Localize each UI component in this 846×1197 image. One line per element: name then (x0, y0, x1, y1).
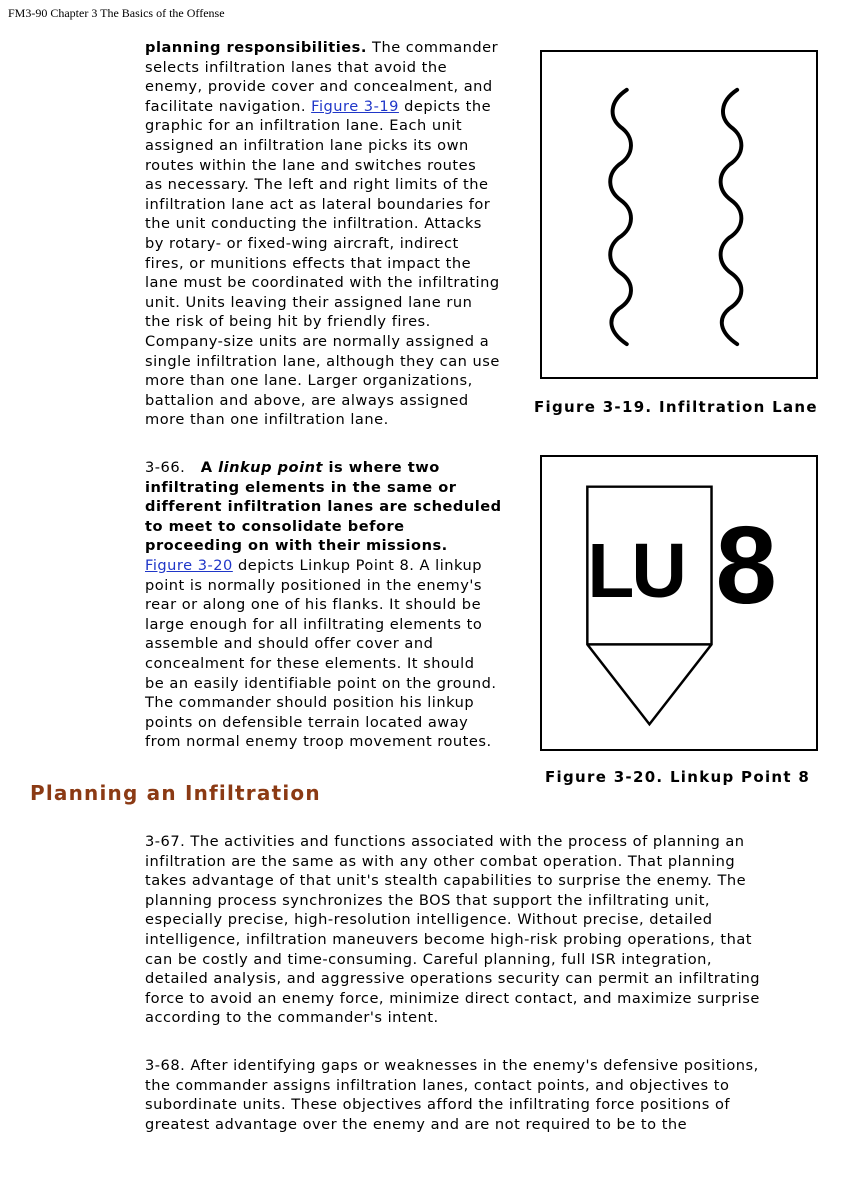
paragraph-number: 3-66. (145, 459, 186, 476)
text-line: rear or along one of his flanks. It should be (145, 596, 482, 614)
text-line: takes advantage of that unit's stealth capabilities to surprise the enemy. The (145, 872, 747, 890)
text-line: the risk of being hit by friendly fires. (145, 313, 431, 331)
text-line (145, 38, 500, 58)
text-line: The commander should position his linkup (145, 694, 475, 712)
figure-3-19-caption: Figure 3-19. Infiltration Lane (534, 398, 818, 416)
bold-text: A (200, 459, 219, 476)
infiltration-lane-graphic (542, 52, 816, 377)
text-line: point is normally positioned in the enemy's (145, 576, 483, 594)
text-line: assigned an infiltration lane picks its own (145, 136, 469, 154)
text-line: 3-68. After identifying gaps or weaknesses in the enemy's defensive positions, (145, 1057, 759, 1074)
text-line: large enough for all infiltrating elements to (145, 615, 483, 633)
text-line: infiltration lane act as lateral boundaries for (145, 195, 491, 213)
right-lane-limit (721, 90, 742, 344)
text-line: the commander assigns infiltration lanes, contact points, and objectives to (145, 1076, 730, 1094)
text-run: depicts the (398, 97, 492, 115)
linkup-point-symbol (542, 457, 816, 749)
text-line: planning process synchronizes the BOS that support the infiltrating unit, (145, 891, 711, 909)
symbol-number: 8 (715, 504, 777, 627)
text-line: according to the commander's intent. (145, 1009, 439, 1027)
text-run: facilitate navigation. (145, 97, 312, 115)
text-line: selects infiltration lanes that avoid the (145, 58, 448, 76)
text-line (145, 97, 500, 117)
text-line: force to avoid an enemy force, minimize direct contact, and maximize surprise (145, 989, 760, 1007)
text-line: as necessary. The left and right limits of the (145, 176, 489, 194)
text-line: be an easily identifiable point on the ground. (145, 674, 497, 692)
text-line: greatest advantage over the enemy and are not required to be to the (145, 1115, 688, 1133)
text-line: 3-67. The activities and functions associated with the process of planning an (145, 833, 745, 850)
text-line: more than one lane. Larger organizations, (145, 372, 473, 390)
text-line: enemy, provide cover and concealment, and (145, 78, 493, 96)
text-line: graphic for an infiltration lane. Each unit (145, 117, 463, 135)
text-line (145, 556, 502, 576)
text-line (145, 458, 502, 478)
text-line: battalion and above, are always assigned (145, 391, 469, 409)
text-line: infiltration are the same as with any other combat operation. That planning (145, 852, 736, 870)
bold-line: different infiltration lanes are scheduled (145, 498, 502, 516)
text-line: detailed analysis, and aggressive operations security can permit an infiltrating (145, 970, 761, 988)
figure-3-20-linkup-point (540, 455, 818, 751)
text-line: single infiltration lane, although they can use (145, 352, 500, 370)
text-line: unit. Units leaving their assigned lane run (145, 293, 473, 311)
text-line: more than one infiltration lane. (145, 411, 389, 429)
bold-text: is where two (322, 459, 440, 476)
text-line: concealment for these elements. It should (145, 654, 475, 672)
paragraph-3-67 (145, 832, 760, 1028)
paragraph-3-68 (145, 1056, 759, 1134)
text-line: subordinate units. These objectives afford the infiltrating force positions of (145, 1096, 731, 1114)
symbol-letters: LU (587, 528, 684, 615)
paragraph-linkup-point (145, 458, 502, 752)
bold-line: to meet to consolidate before (145, 517, 405, 535)
figure-3-19-link[interactable]: Figure 3-19 (311, 97, 399, 115)
text-run: The commander (366, 39, 499, 56)
figure-3-20-link[interactable]: Figure 3-20 (145, 556, 233, 574)
text-line: fires, or munitions effects that impact the (145, 254, 472, 272)
text-line: especially precise, high-resolution intelligence. Without precise, detailed (145, 911, 713, 929)
text-line: the unit conducting the infiltration. Attacks (145, 215, 482, 233)
text-line: from normal enemy troop movement routes. (145, 733, 492, 751)
figure-3-20-caption: Figure 3-20. Linkup Point 8 (545, 768, 811, 786)
bold-line: proceeding on with their missions. (145, 537, 448, 555)
page-header: FM3-90 Chapter 3 The Basics of the Offense (8, 6, 225, 20)
text-line: by rotary- or fixed-wing aircraft, indirect (145, 234, 459, 252)
section-heading: Planning an Infiltration (30, 781, 321, 805)
text-line: lane must be coordinated with the infiltrating (145, 274, 500, 292)
bold-lead: planning responsibilities. (145, 39, 367, 56)
paragraph-infiltration-lane (145, 38, 500, 430)
bold-line: infiltrating elements in the same or (145, 478, 457, 496)
text-line: Company-size units are normally assigned a (145, 332, 490, 350)
text-line: can be costly and time-consuming. Careful planning, full ISR integration, (145, 950, 713, 968)
text-line: assemble and should offer cover and (145, 635, 434, 653)
text-run: depicts Linkup Point 8. A linkup (232, 556, 483, 574)
text-line: points on defensible terrain located away (145, 713, 469, 731)
defined-term: linkup point (218, 459, 323, 476)
left-lane-limit (610, 90, 631, 344)
text-line: intelligence, infiltration maneuvers become high-risk probing operations, that (145, 930, 753, 948)
text-line: routes within the lane and switches routes (145, 156, 477, 174)
figure-3-19-infiltration-lane (540, 50, 818, 379)
